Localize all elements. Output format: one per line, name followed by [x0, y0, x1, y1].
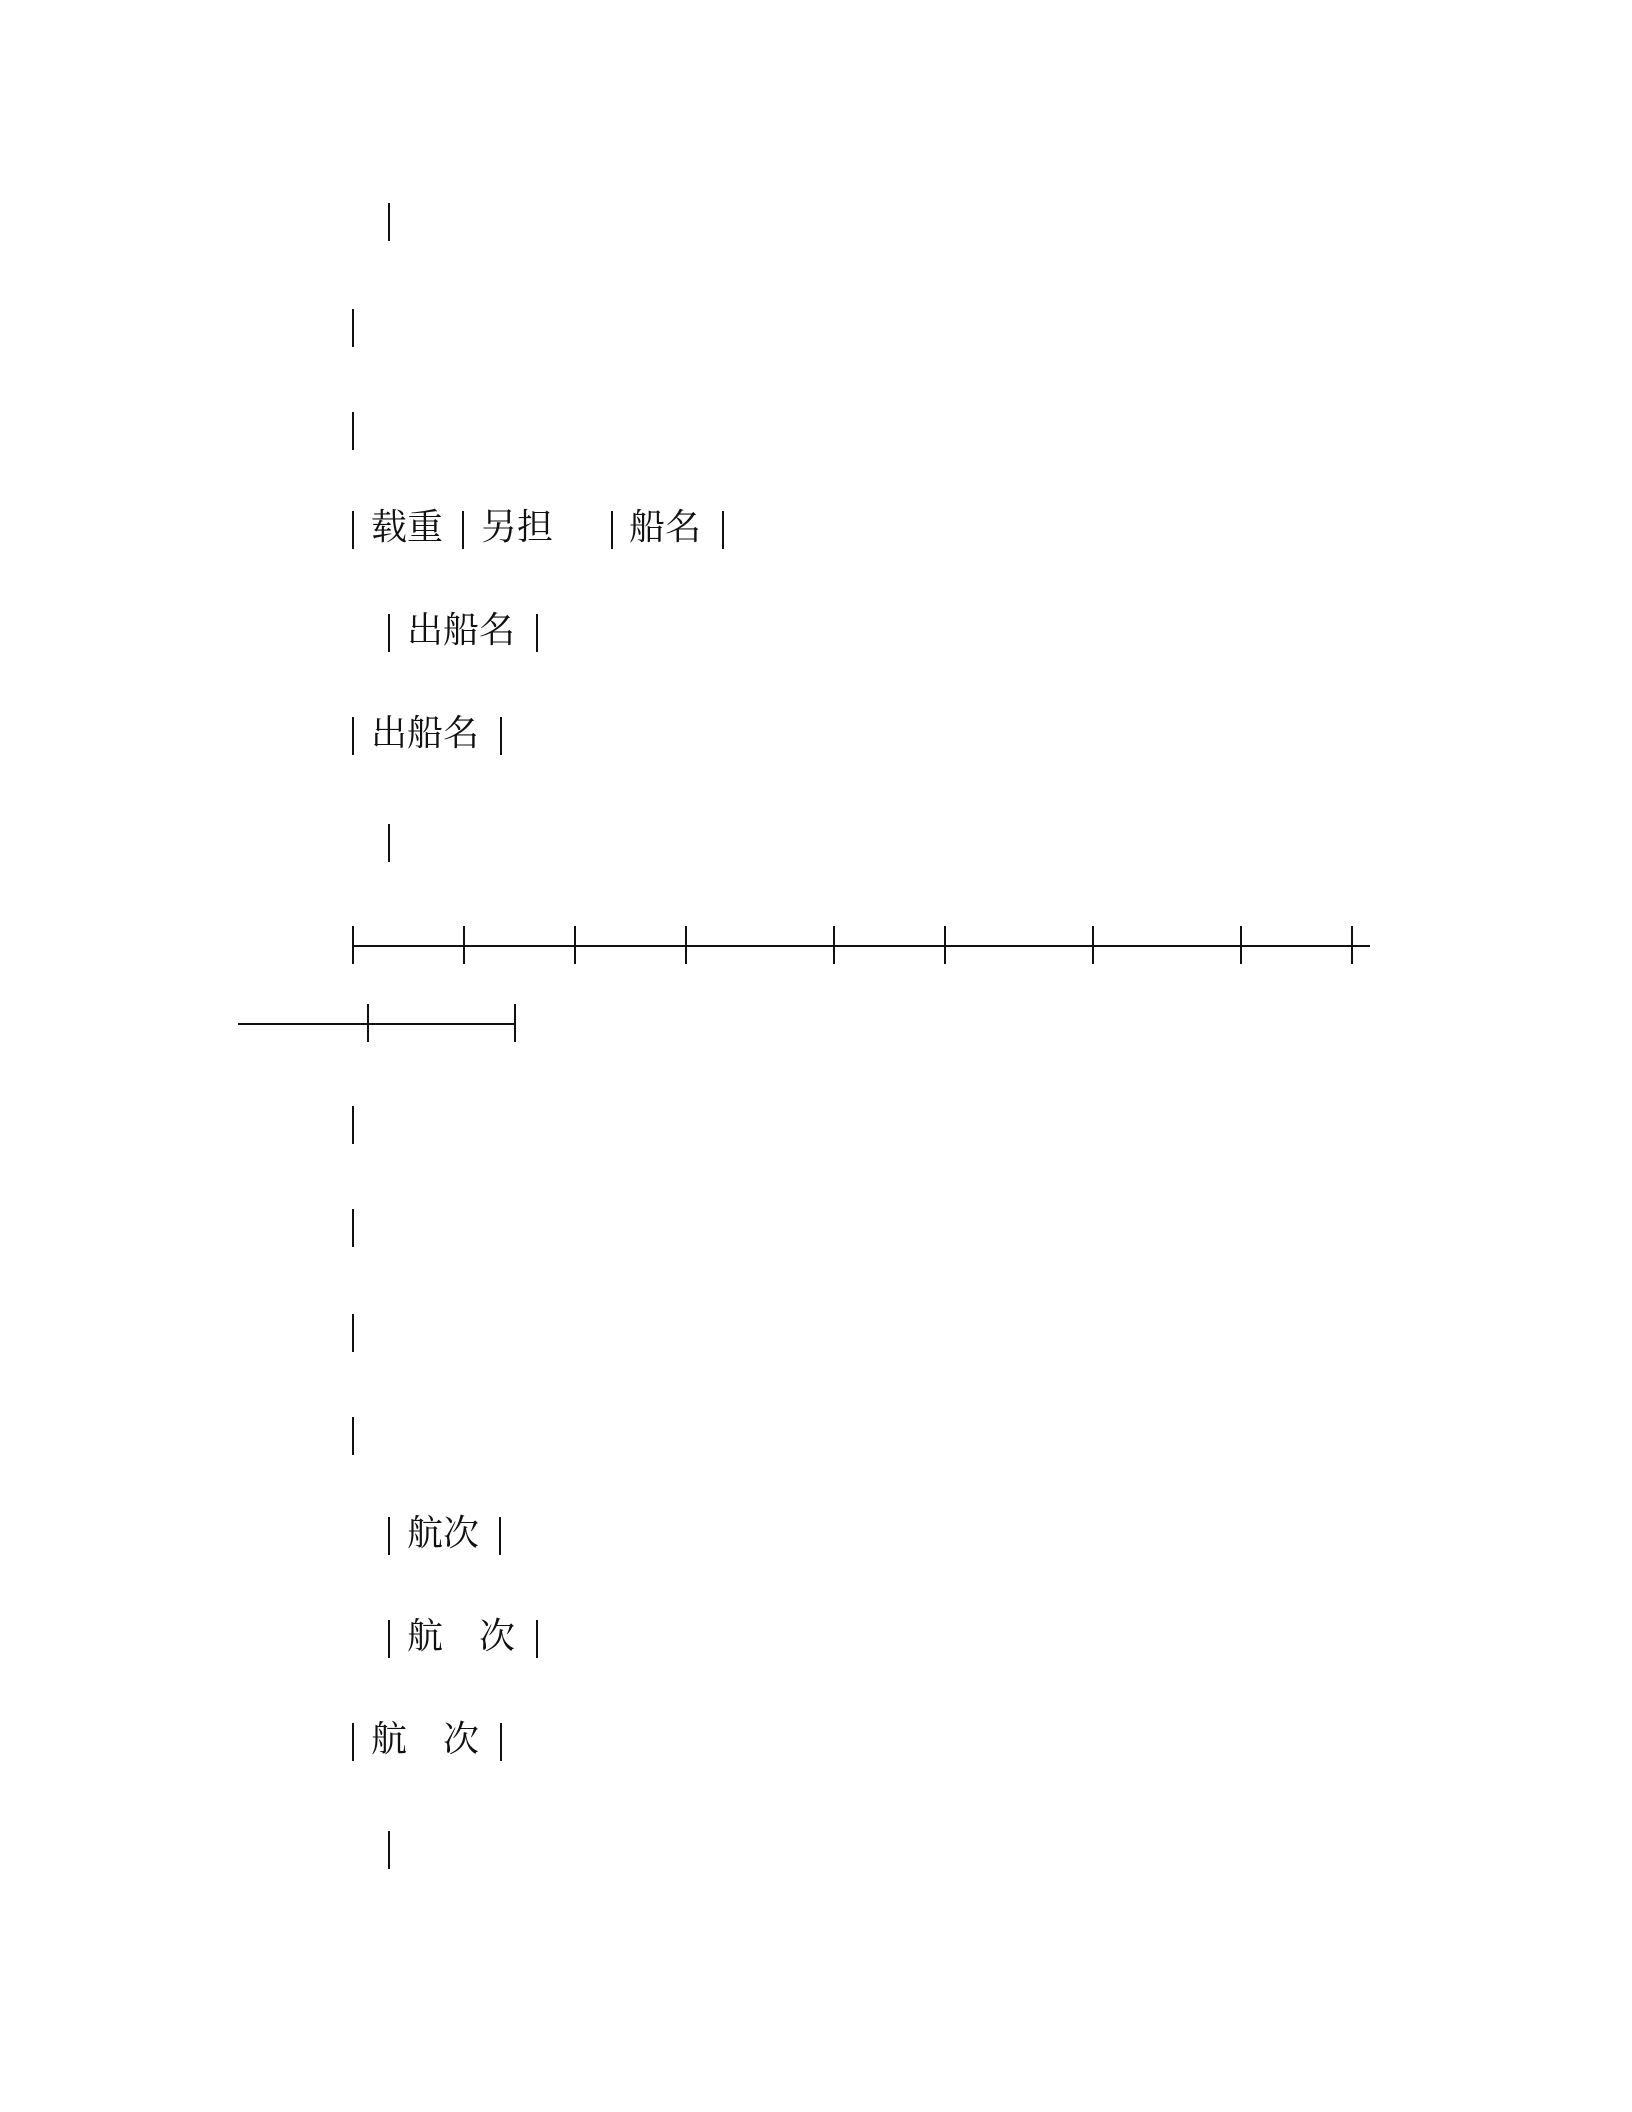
- voyage-label: 航次: [407, 1513, 480, 1554]
- table-border-fragment: [722, 511, 724, 549]
- table-rule-tick: [574, 926, 576, 964]
- table-border-fragment: [611, 511, 613, 549]
- table-border-fragment: [352, 1417, 354, 1455]
- table-rule-tick: [1351, 926, 1353, 964]
- table-border-fragment: [500, 717, 502, 755]
- table-border-fragment: [352, 717, 354, 755]
- table-border-fragment: [388, 824, 390, 862]
- table-border-fragment: [388, 1831, 390, 1869]
- table-rule-tick: [463, 926, 465, 964]
- table-border-fragment: [352, 309, 354, 347]
- table-border-fragment: [352, 1106, 354, 1144]
- separately-label: 另担: [481, 507, 554, 548]
- table-rule-tick: [833, 926, 835, 964]
- voyage-label: 航 次: [407, 1616, 516, 1657]
- table-border-fragment: [352, 1209, 354, 1247]
- table-border-fragment: [462, 511, 464, 549]
- out-ship-name-label: 出船名: [371, 713, 480, 754]
- table-rule-tick: [367, 1004, 369, 1042]
- table-border-fragment: [500, 1723, 502, 1761]
- table-border-fragment: [499, 1517, 501, 1555]
- table-border-fragment: [352, 1314, 354, 1352]
- ship-name-label: 船名: [629, 507, 702, 548]
- table-rule-tick: [514, 1004, 516, 1042]
- table-rule: [352, 945, 1370, 947]
- table-rule-tick: [1092, 926, 1094, 964]
- table-rule-tick: [944, 926, 946, 964]
- table-border-fragment: [388, 203, 390, 241]
- table-border-fragment: [352, 1723, 354, 1761]
- table-rule-tick: [1240, 926, 1242, 964]
- voyage-label: 航 次: [371, 1719, 480, 1760]
- table-border-fragment: [352, 511, 354, 549]
- table-border-fragment: [536, 1620, 538, 1658]
- table-rule-tick: [352, 926, 354, 964]
- table-border-fragment: [388, 1620, 390, 1658]
- table-border-fragment: [388, 1517, 390, 1555]
- table-rule: [238, 1023, 516, 1025]
- table-border-fragment: [388, 614, 390, 652]
- table-border-fragment: [536, 614, 538, 652]
- load-weight-label: 载重: [371, 507, 444, 548]
- table-rule-tick: [685, 926, 687, 964]
- table-border-fragment: [352, 412, 354, 450]
- out-ship-name-label: 出船名: [407, 610, 516, 651]
